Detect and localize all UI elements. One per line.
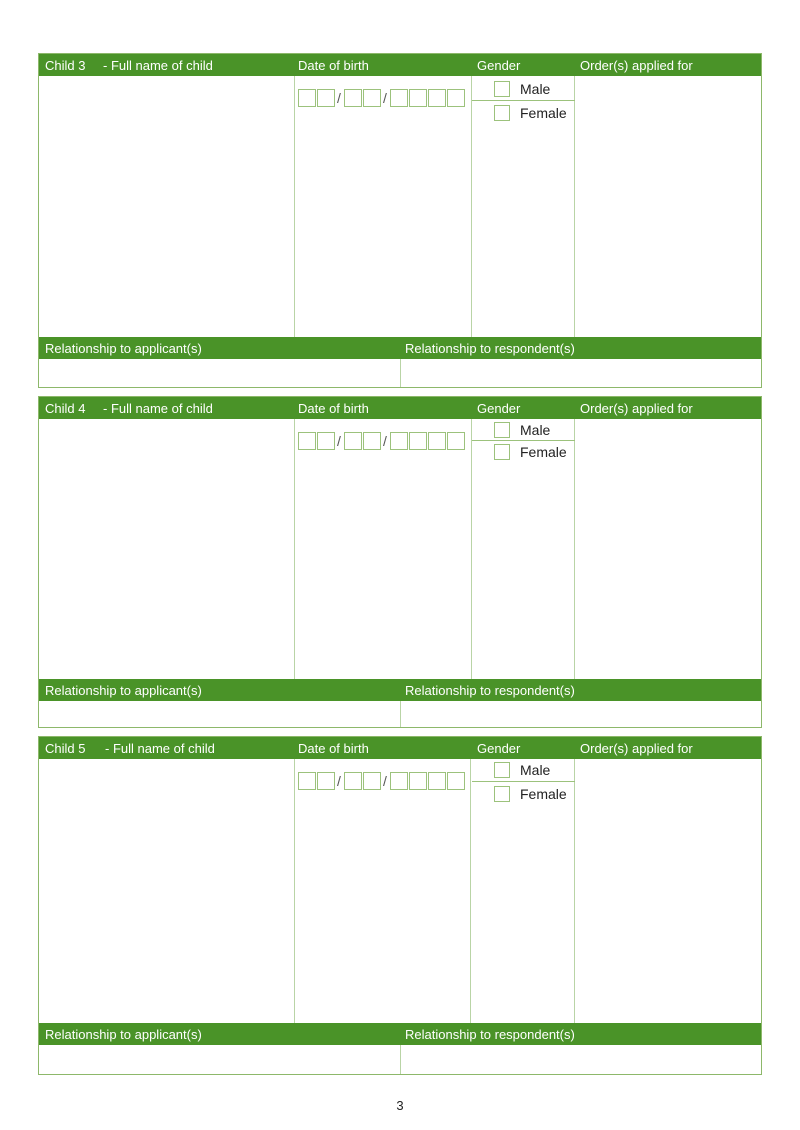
dob-year-3[interactable]	[428, 432, 446, 450]
dob-day-1[interactable]	[298, 432, 316, 450]
dob-header: Date of birth	[298, 401, 369, 416]
male-checkbox[interactable]	[494, 422, 510, 438]
rel-applicant-field[interactable]	[39, 701, 400, 727]
rel-respondent-label: Relationship to respondent(s)	[405, 1027, 575, 1042]
dob-year-1[interactable]	[390, 432, 408, 450]
female-checkbox[interactable]	[494, 444, 510, 460]
dob-year-2[interactable]	[409, 772, 427, 790]
dob-header: Date of birth	[298, 58, 369, 73]
dob-year-4[interactable]	[447, 432, 465, 450]
child-3-body	[39, 76, 761, 337]
orders-header: Order(s) applied for	[580, 741, 693, 756]
orders-field[interactable]	[575, 419, 761, 679]
dob-day-1[interactable]	[298, 772, 316, 790]
child-5-header	[39, 737, 761, 759]
rel-respondent-label: Relationship to respondent(s)	[405, 683, 575, 698]
date-separator: /	[337, 773, 341, 789]
rel-applicant-field[interactable]	[39, 1045, 400, 1074]
full-name-field[interactable]	[39, 759, 294, 1023]
dob-year-3[interactable]	[428, 89, 446, 107]
female-label: Female	[520, 786, 567, 802]
child-4-section	[38, 396, 762, 728]
dob-month-1[interactable]	[344, 772, 362, 790]
orders-field[interactable]	[575, 759, 761, 1023]
relationship-header	[39, 337, 761, 359]
rel-respondent-field[interactable]	[401, 701, 761, 727]
dob-month-1[interactable]	[344, 89, 362, 107]
dob-year-1[interactable]	[390, 772, 408, 790]
full-name-header: - Full name of child	[103, 58, 213, 73]
male-checkbox[interactable]	[494, 762, 510, 778]
child-4-body	[39, 419, 761, 679]
dob-year-2[interactable]	[409, 89, 427, 107]
orders-header: Order(s) applied for	[580, 401, 693, 416]
child-5-section	[38, 736, 762, 1075]
rel-respondent-label: Relationship to respondent(s)	[405, 341, 575, 356]
relationship-header	[39, 1023, 761, 1045]
dob-day-1[interactable]	[298, 89, 316, 107]
dob-header: Date of birth	[298, 741, 369, 756]
dob-year-4[interactable]	[447, 772, 465, 790]
dob-year-4[interactable]	[447, 89, 465, 107]
full-name-field[interactable]	[39, 76, 294, 337]
dob-day-2[interactable]	[317, 89, 335, 107]
female-label: Female	[520, 444, 567, 460]
page-number: 3	[396, 1098, 404, 1113]
rel-applicant-label: Relationship to applicant(s)	[45, 1027, 202, 1042]
gender-header: Gender	[477, 401, 521, 416]
gender-header: Gender	[477, 741, 521, 756]
relationship-header	[39, 679, 761, 701]
dob-year-2[interactable]	[409, 432, 427, 450]
orders-field[interactable]	[575, 76, 761, 337]
child-4-header	[39, 397, 761, 419]
child-label: Child 5	[45, 741, 86, 756]
rel-respondent-field[interactable]	[401, 1045, 761, 1074]
female-checkbox[interactable]	[494, 786, 510, 802]
rel-applicant-label: Relationship to applicant(s)	[45, 683, 202, 698]
dob-month-2[interactable]	[363, 89, 381, 107]
dob-year-1[interactable]	[390, 89, 408, 107]
date-separator: /	[383, 433, 387, 449]
male-label: Male	[520, 762, 551, 778]
orders-header: Order(s) applied for	[580, 58, 693, 73]
child-label: Child 4	[45, 401, 86, 416]
male-label: Male	[520, 422, 551, 438]
child-label: Child 3	[45, 58, 86, 73]
gender-header: Gender	[477, 58, 521, 73]
date-separator: /	[337, 90, 341, 106]
dob-month-2[interactable]	[363, 772, 381, 790]
dob-year-3[interactable]	[428, 772, 446, 790]
dob-day-2[interactable]	[317, 772, 335, 790]
date-separator: /	[383, 90, 387, 106]
rel-applicant-field[interactable]	[39, 359, 400, 387]
full-name-header: - Full name of child	[103, 401, 213, 416]
full-name-field[interactable]	[39, 419, 294, 679]
full-name-header: - Full name of child	[105, 741, 215, 756]
rel-applicant-label: Relationship to applicant(s)	[45, 341, 202, 356]
male-checkbox[interactable]	[494, 81, 510, 97]
dob-day-2[interactable]	[317, 432, 335, 450]
female-label: Female	[520, 105, 567, 121]
child-3-section	[38, 53, 762, 388]
child-5-body	[39, 759, 761, 1023]
child-3-header	[39, 54, 761, 76]
rel-respondent-field[interactable]	[401, 359, 761, 387]
male-label: Male	[520, 81, 551, 97]
dob-month-2[interactable]	[363, 432, 381, 450]
date-separator: /	[383, 773, 387, 789]
dob-month-1[interactable]	[344, 432, 362, 450]
female-checkbox[interactable]	[494, 105, 510, 121]
date-separator: /	[337, 433, 341, 449]
